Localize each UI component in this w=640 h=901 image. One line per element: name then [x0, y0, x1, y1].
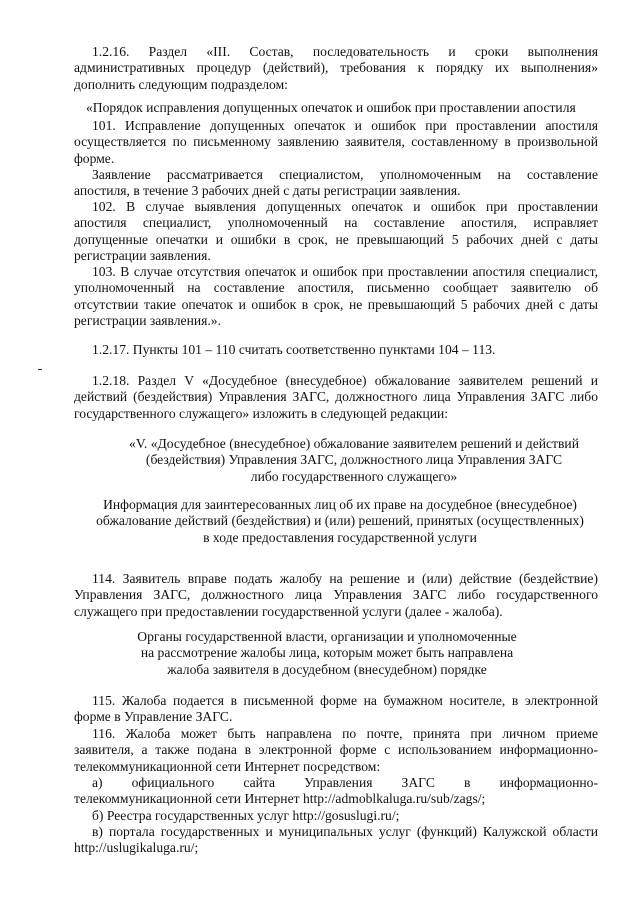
text-line: отсутствии такие опечаток и ошибок в срок, не превышающий 5 рабочих дней с даты — [74, 296, 598, 312]
text-line: обжалование действий (бездействия) и (или) решений, принятых (осуществленных) — [96, 513, 584, 529]
text-line: административных процедур (действий), требования к порядку их выполнения» — [74, 60, 598, 76]
text-line: жалоба заявителя в досудебном (внесудебном) порядке — [167, 661, 487, 677]
text-line: форме. — [74, 150, 115, 166]
section-v-heading — [120, 436, 588, 485]
list-item-b — [74, 808, 598, 824]
paragraph-103 — [74, 264, 598, 330]
text-line: Заявление рассматривается специалистом, уполномоченным на составление — [92, 167, 598, 182]
paragraph-statement — [74, 167, 598, 200]
text-line: «Порядок исправления допущенных опечаток и ошибок при проставлении апостиля — [86, 100, 576, 115]
text-line: 1.2.16. Раздел «III. Состав, последовательность и сроки выполнения — [92, 44, 598, 59]
text-line: регистрации заявления. — [74, 248, 211, 264]
paragraph-102 — [74, 199, 598, 265]
text-line: http://uslugikaluga.ru/; — [74, 840, 199, 856]
list-item-a — [74, 775, 598, 808]
text-line: дополнить следующим подразделом: — [74, 76, 288, 92]
paragraph-114 — [74, 571, 598, 620]
text-line: «V. «Досудебное (внесудебное) обжалование заявителем решений и действий — [129, 436, 579, 451]
text-line: (бездействия) Управления ЗАГС, должностного лица Управления ЗАГС — [145, 452, 563, 468]
text-line: 116. Жалоба может быть направлена по почте, принята при личном приеме — [92, 726, 598, 741]
text-line: телекоммуникационной сети Интернет посредством: — [74, 758, 381, 774]
list-item-c — [74, 824, 598, 857]
text-line: апостиля специалист, уполномоченный на составление апостиля, исправляет — [74, 215, 598, 231]
text-line: Управления ЗАГС, должностного лица Управления ЗАГС либо государственного — [74, 587, 598, 603]
paragraph-1-2-17 — [74, 342, 598, 358]
text-line: а) официального сайта Управления ЗАГС в информационно- — [92, 775, 598, 790]
paragraph-116 — [74, 726, 598, 775]
info-heading — [84, 497, 596, 546]
text-line: форме в Управление ЗАГС. — [74, 709, 233, 725]
text-line: телекоммуникационной сети Интернет http://admoblkaluga.ru/sub/zags/; — [74, 791, 486, 807]
text-line: 103. В случае отсутствия опечаток и ошибок при проставлении апостиля специалист, — [92, 264, 598, 279]
text-line: служащего при предоставлении государственной услуги (далее - жалоба). — [74, 603, 503, 619]
text-line: в ходе предоставления государственной услуги — [203, 529, 477, 545]
text-line: 114. Заявитель вправе подать жалобу на решение и (или) действие (бездействие) — [92, 571, 598, 586]
text-line: 102. В случае выявления допущенных опечаток и ошибок при проставлении — [92, 199, 598, 214]
text-line: 115. Жалоба подается в письменной форме на бумажном носителе, в электронной — [92, 693, 598, 708]
subsection-title — [86, 100, 606, 116]
text-line: б) Реестра государственных услуг http://gosuslugi.ru/; — [92, 808, 400, 823]
margin-mark — [38, 369, 42, 370]
authorities-heading — [120, 629, 534, 678]
text-line: в) портала государственных и муниципальных услуг (функций) Калужской области — [92, 824, 598, 839]
text-line: государственного служащего» изложить в следующей редакции: — [74, 405, 449, 421]
text-line: уполномоченный на составление апостиля, письменно сообщает заявителю об — [74, 280, 598, 296]
text-line: 101. Исправление допущенных опечаток и ошибок при проставлении апостиля — [92, 118, 598, 133]
text-line: допущенные опечатки и ошибки в срок, не превышающий 5 рабочих дней с даты — [74, 231, 598, 247]
paragraph-115 — [74, 693, 598, 726]
text-line: регистрации заявления.». — [74, 313, 221, 329]
text-line: Органы государственной власти, организации и уполномоченные — [137, 629, 517, 644]
text-line: заявителя, а также подана в электронной форме с использованием информационно- — [74, 742, 598, 758]
text-line: 1.2.18. Раздел V «Досудебное (внесудебное) обжалование заявителем решений и — [92, 373, 598, 388]
text-line: Информация для заинтересованных лиц об их праве на досудебное (внесудебное) — [103, 497, 577, 512]
text-line: осуществляется по письменному заявлению заявителя, составленному в произвольной — [74, 134, 598, 150]
text-line: апостиля, в течение 3 рабочих дней с даты регистрации заявления. — [74, 183, 461, 199]
text-line: либо государственного служащего» — [250, 468, 458, 484]
text-line: 1.2.17. Пункты 101 – 110 считать соответственно пунктами 104 – 113. — [92, 342, 496, 357]
paragraph-1-2-16 — [74, 44, 598, 93]
text-line: действий (бездействия) Управления ЗАГС, должностного лица Управления ЗАГС либо — [74, 389, 598, 405]
paragraph-1-2-18 — [74, 373, 598, 422]
paragraph-101 — [74, 118, 598, 167]
text-line: на рассмотрение жалобы лица, которым может быть направлена — [140, 645, 514, 661]
